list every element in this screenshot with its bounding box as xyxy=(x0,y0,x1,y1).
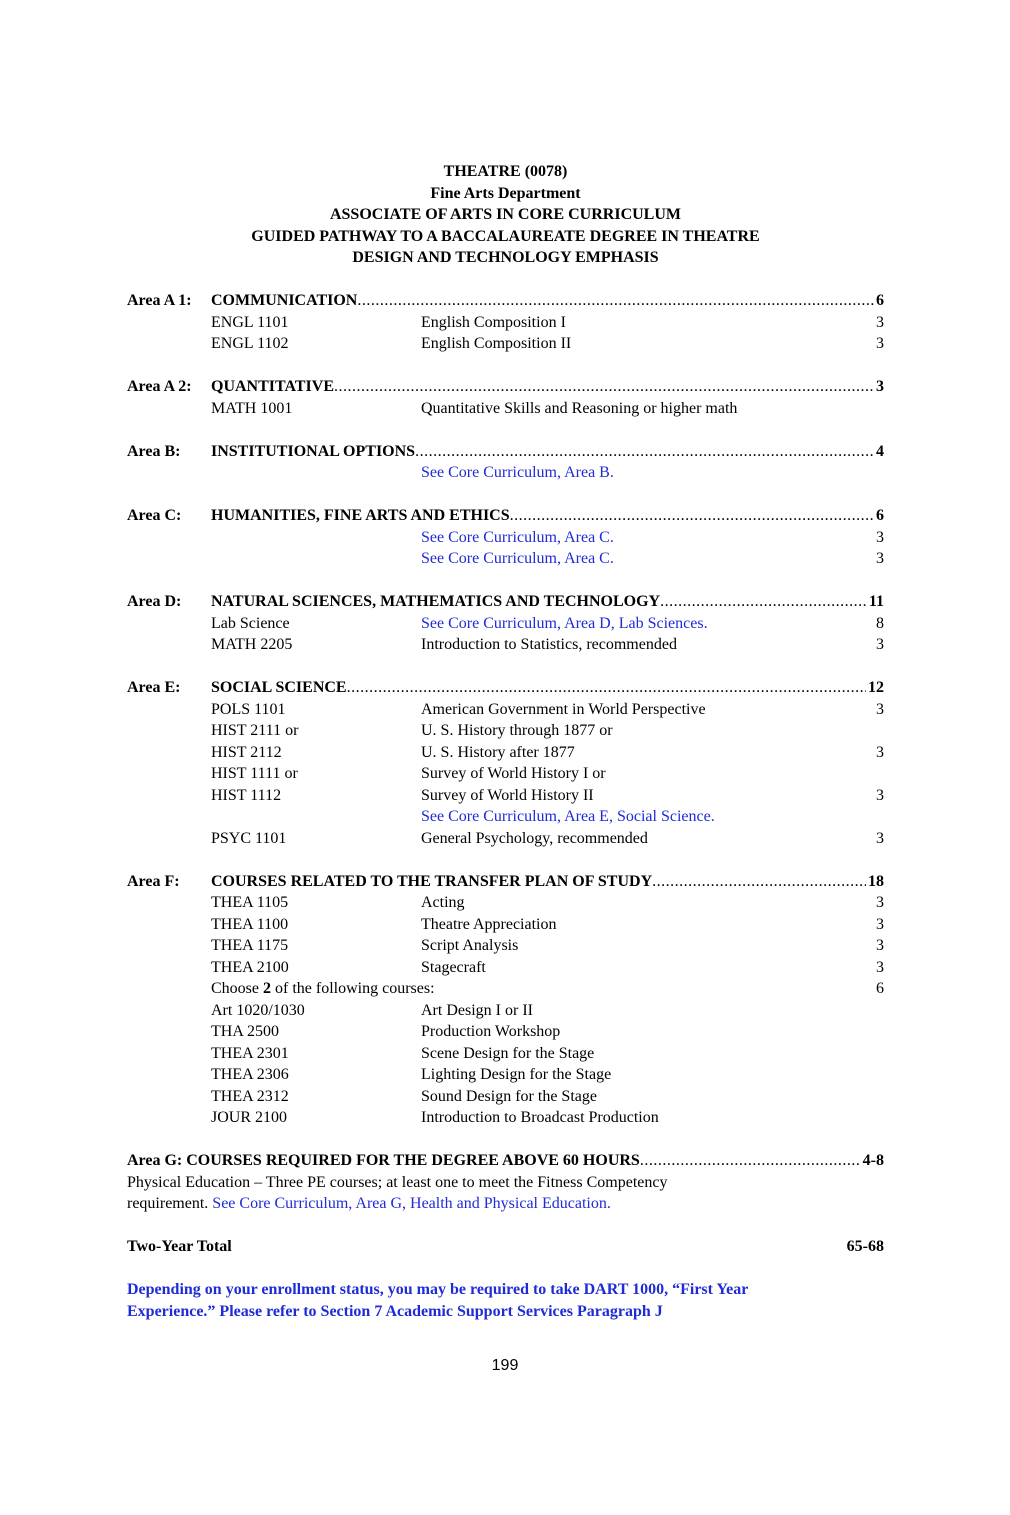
area-label: Area E: xyxy=(127,679,181,696)
area-title: COURSES REQUIRED FOR THE DEGREE ABOVE 60 HOURS xyxy=(186,1152,640,1169)
area-g-text-line: Physical Education – Three PE courses; at least one to meet the Fitness Competency xyxy=(127,1173,668,1191)
course-hours: 3 xyxy=(876,894,884,911)
course-title: Acting xyxy=(421,894,465,911)
course-title: U. S. History through 1877 or xyxy=(421,722,613,739)
area-title: NATURAL SCIENCES, MATHEMATICS AND TECHNOLOGY xyxy=(211,593,661,610)
area-g-heading xyxy=(127,1150,884,1172)
choose-prefix: Choose xyxy=(211,980,263,997)
course-code: THEA 1100 xyxy=(211,915,289,933)
course-row xyxy=(127,720,884,742)
course-row xyxy=(127,312,884,334)
page-number: 199 xyxy=(491,1357,519,1374)
course-code: THEA 1105 xyxy=(211,894,289,911)
area-hours: 4 xyxy=(876,442,884,460)
area-hours: 4-8 xyxy=(862,1152,884,1169)
area-title: HUMANITIES, FINE ARTS AND ETHICS xyxy=(211,507,510,524)
course-title: Scene Design for the Stage xyxy=(421,1044,595,1062)
area-label: Area D: xyxy=(127,593,182,610)
course-row xyxy=(127,527,884,549)
area-title: QUANTITATIVE xyxy=(211,378,334,395)
area-label: Area F: xyxy=(127,872,180,890)
course-title: Script Analysis xyxy=(421,937,519,954)
elective-row xyxy=(127,1064,884,1086)
course-code: Art 1020/1030 xyxy=(211,1001,305,1019)
course-code: HIST 1112 xyxy=(211,786,282,804)
course-hours: 3 xyxy=(876,958,884,976)
area-label: Area A 2: xyxy=(127,378,192,395)
enrollment-notice-line: Experience.” Please refer to Section 7 Academic Support Services Paragraph J xyxy=(127,1302,663,1320)
choose-instruction xyxy=(211,978,435,1000)
enrollment-notice xyxy=(127,1279,884,1322)
course-code: THEA 2301 xyxy=(211,1044,289,1062)
area-label: Area G: xyxy=(127,1152,183,1169)
course-row xyxy=(127,699,884,721)
course-row xyxy=(127,613,884,635)
course-title: Survey of World History II xyxy=(421,786,594,804)
course-row xyxy=(127,806,884,828)
course-code: THEA 2312 xyxy=(211,1087,289,1105)
area-a1-heading xyxy=(127,290,884,312)
course-hours: 3 xyxy=(876,743,884,761)
course-title: Theatre Appreciation xyxy=(421,915,557,933)
dot-leader xyxy=(660,591,867,613)
dot-leader xyxy=(510,505,874,527)
course-hours: 3 xyxy=(876,636,884,653)
area-d-heading xyxy=(127,591,884,613)
course-row xyxy=(127,957,884,979)
course-row xyxy=(127,462,884,484)
course-hours: 3 xyxy=(876,937,884,954)
choose-electives-row xyxy=(127,978,884,1000)
elective-row xyxy=(127,1086,884,1108)
area-title: SOCIAL SCIENCE xyxy=(211,679,347,696)
course-title: U. S. History after 1877 xyxy=(421,743,575,761)
course-title: Sound Design for the Stage xyxy=(421,1087,597,1105)
area-f-heading xyxy=(127,871,884,893)
core-curriculum-link[interactable]: See Core Curriculum, Area C. xyxy=(421,528,614,546)
area-hours: 6 xyxy=(876,292,884,309)
course-code: HIST 2111 or xyxy=(211,722,299,739)
program-title: THEATRE (0078) xyxy=(443,163,568,180)
course-title: Production Workshop xyxy=(421,1023,561,1040)
course-row xyxy=(127,935,884,957)
course-hours: 3 xyxy=(876,829,884,847)
area-hours: 11 xyxy=(868,593,884,610)
area-b-heading xyxy=(127,441,884,463)
choose-count: 2 xyxy=(263,980,271,997)
course-code: ENGL 1102 xyxy=(211,335,289,352)
course-title: Quantitative Skills and Reasoning or higher math xyxy=(421,399,738,417)
course-code: HIST 2112 xyxy=(211,743,282,761)
course-hours: 3 xyxy=(876,335,884,352)
core-curriculum-link[interactable]: See Core Curriculum, Area G, Health and Physical Education. xyxy=(212,1195,611,1212)
enrollment-notice-line: Depending on your enrollment status, you may be required to take DART 1000, “First Year xyxy=(127,1281,749,1298)
course-title: Stagecraft xyxy=(421,958,486,976)
area-title: COURSES RELATED TO THE TRANSFER PLAN OF STUDY xyxy=(211,872,653,890)
course-title: Art Design I or II xyxy=(421,1001,533,1019)
dot-leader xyxy=(652,871,866,893)
core-curriculum-link[interactable]: See Core Curriculum, Area B. xyxy=(421,464,614,481)
dot-leader xyxy=(640,1150,861,1172)
core-curriculum-link[interactable]: See Core Curriculum, Area C. xyxy=(421,550,614,567)
course-row xyxy=(127,548,884,570)
course-hours: 3 xyxy=(876,915,884,933)
curriculum-page xyxy=(127,161,884,1322)
course-row xyxy=(127,333,884,355)
area-title: COMMUNICATION xyxy=(211,292,358,309)
course-title: General Psychology, recommended xyxy=(421,829,648,847)
course-code: THEA 2306 xyxy=(211,1066,289,1083)
course-row xyxy=(127,763,884,785)
area-title: INSTITUTIONAL OPTIONS xyxy=(211,442,416,460)
area-label: Area A 1: xyxy=(127,292,192,309)
area-label: Area B: xyxy=(127,442,181,460)
course-title: Survey of World History I or xyxy=(421,765,606,782)
area-g-text-line xyxy=(127,1193,884,1215)
area-g-description xyxy=(127,1172,884,1215)
course-title: Lighting Design for the Stage xyxy=(421,1066,612,1083)
course-title: Introduction to Statistics, recommended xyxy=(421,636,677,653)
dot-leader xyxy=(415,441,874,463)
core-curriculum-link[interactable]: See Core Curriculum, Area D, Lab Sciences. xyxy=(421,614,708,632)
course-code: POLS 1101 xyxy=(211,700,286,718)
core-curriculum-link[interactable]: See Core Curriculum, Area E, Social Science. xyxy=(421,808,715,825)
course-code: ENGL 1101 xyxy=(211,313,289,331)
course-row xyxy=(127,828,884,850)
course-hours: 3 xyxy=(876,550,884,567)
dot-leader xyxy=(357,290,874,312)
course-row xyxy=(127,634,884,656)
course-row xyxy=(127,914,884,936)
elective-row xyxy=(127,1021,884,1043)
area-hours: 6 xyxy=(876,507,884,524)
area-g-text: requirement. xyxy=(127,1195,213,1212)
degree-name: ASSOCIATE OF ARTS IN CORE CURRICULUM xyxy=(329,206,682,223)
elective-row xyxy=(127,1107,884,1129)
area-hours: 18 xyxy=(868,872,884,890)
course-code: JOUR 2100 xyxy=(211,1109,288,1126)
course-hours: 6 xyxy=(876,980,884,997)
area-hours: 12 xyxy=(868,679,884,696)
course-row xyxy=(127,892,884,914)
course-title: English Composition I xyxy=(421,313,566,331)
course-code: THEA 1175 xyxy=(211,937,289,954)
course-hours: 3 xyxy=(876,528,884,546)
course-title: English Composition II xyxy=(421,335,572,352)
emphasis-name: DESIGN AND TECHNOLOGY EMPHASIS xyxy=(352,249,659,266)
choose-suffix: of the following courses: xyxy=(271,980,435,997)
course-code: MATH 1001 xyxy=(211,399,293,417)
department-name: Fine Arts Department xyxy=(430,184,581,202)
course-code: Lab Science xyxy=(211,614,290,632)
program-header xyxy=(67,161,944,269)
course-row xyxy=(127,398,884,420)
area-hours: 3 xyxy=(876,378,884,395)
pathway-name: GUIDED PATHWAY TO A BACCALAUREATE DEGREE IN THEATRE xyxy=(251,227,760,245)
course-code: THA 2500 xyxy=(211,1023,279,1040)
course-code: MATH 2205 xyxy=(211,636,293,653)
total-value: 65-68 xyxy=(846,1238,884,1255)
course-hours: 8 xyxy=(876,614,884,632)
area-a2-heading xyxy=(127,376,884,398)
area-label: Area C: xyxy=(127,507,182,524)
course-title: American Government in World Perspective xyxy=(421,700,706,718)
course-code: PSYC 1101 xyxy=(211,829,287,847)
elective-row xyxy=(127,1043,884,1065)
area-e-heading xyxy=(127,677,884,699)
dot-leader xyxy=(347,677,866,699)
two-year-total xyxy=(127,1236,884,1258)
elective-row xyxy=(127,1000,884,1022)
total-label: Two-Year Total xyxy=(127,1238,232,1255)
course-code: THEA 2100 xyxy=(211,958,289,976)
dot-leader xyxy=(334,376,874,398)
course-hours: 3 xyxy=(876,786,884,804)
course-title: Introduction to Broadcast Production xyxy=(421,1109,659,1126)
course-hours: 3 xyxy=(876,313,884,331)
course-hours: 3 xyxy=(876,700,884,718)
course-code: HIST 1111 or xyxy=(211,765,298,782)
course-row xyxy=(127,742,884,764)
course-row xyxy=(127,785,884,807)
area-c-heading xyxy=(127,505,884,527)
